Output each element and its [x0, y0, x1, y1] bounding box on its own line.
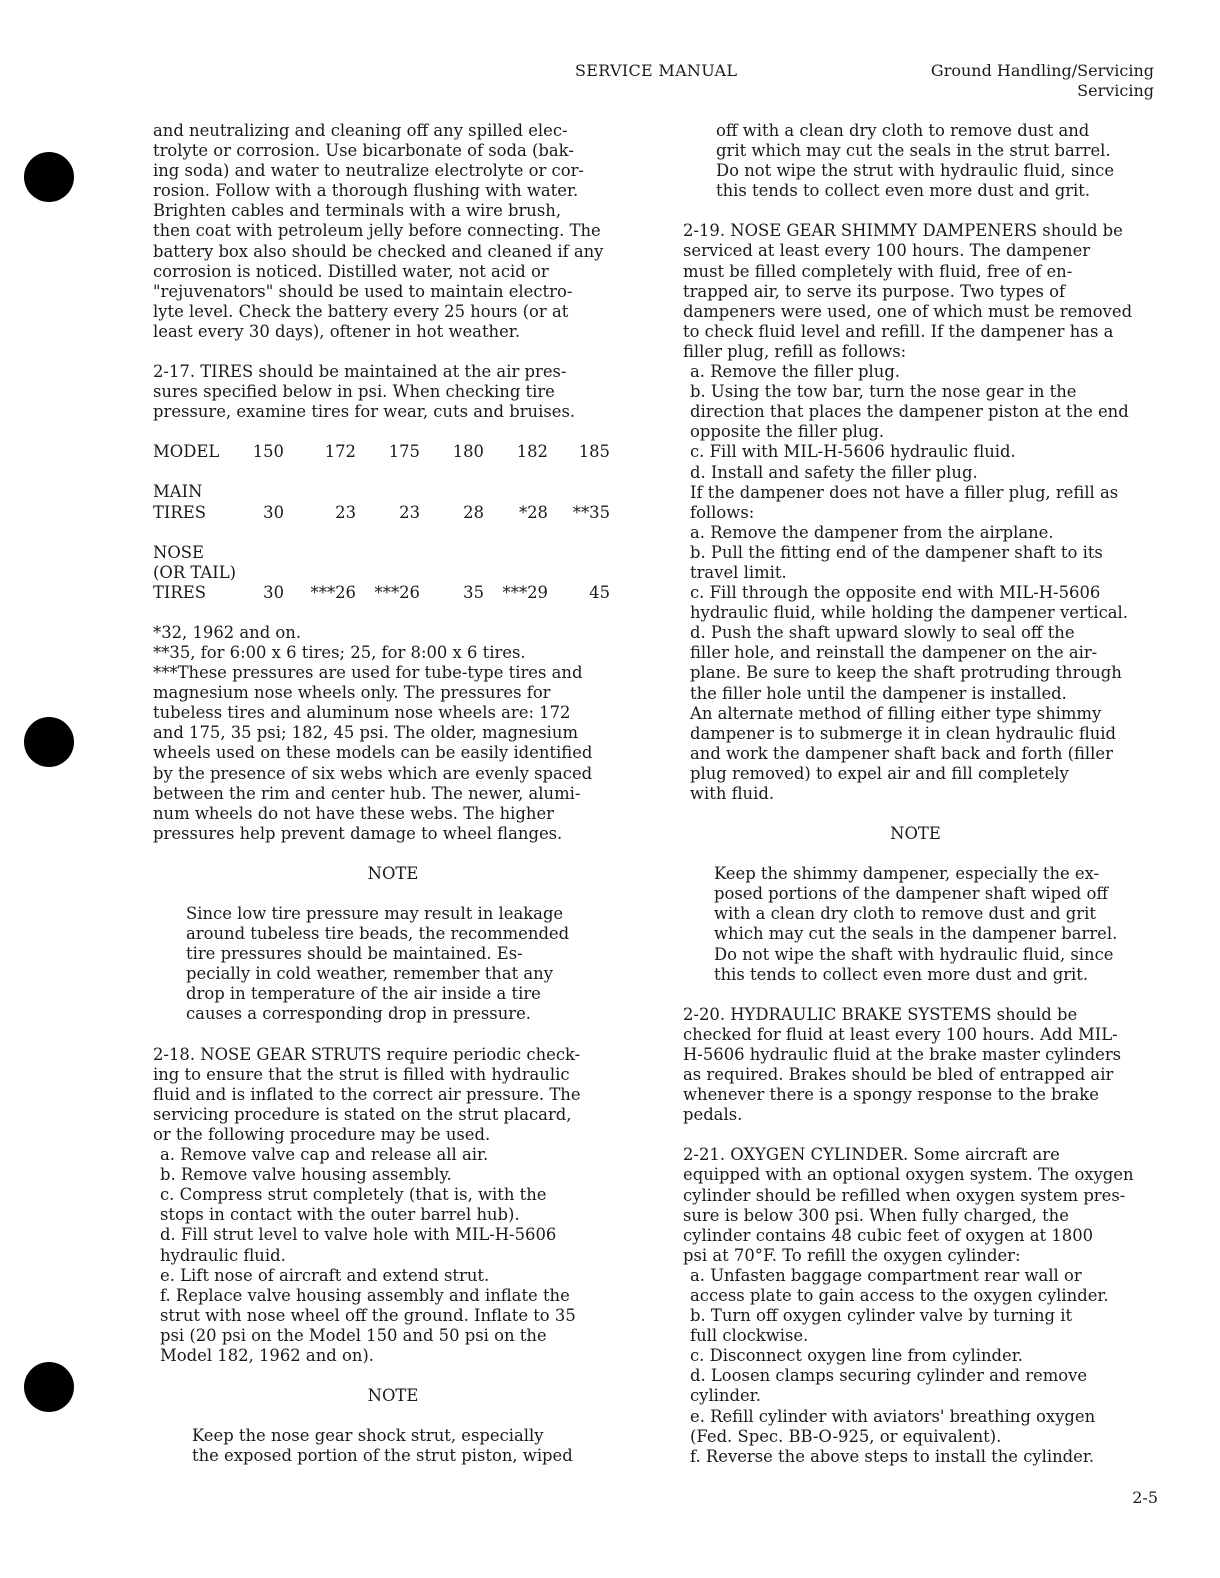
text-line: d. Loosen clamps securing cylinder and remove [690, 1366, 1088, 1386]
text-line: Brighten cables and terminals with a wire brush, [153, 201, 562, 221]
text-line: direction that places the dampener piston at the end [690, 402, 1129, 422]
table-label-nose-tires: TIRES [153, 582, 206, 602]
text-line: pecially in cold weather, remember that any [186, 964, 553, 984]
text-line: tire pressures should be maintained. Es- [186, 944, 523, 964]
table-header-model: MODEL [153, 442, 220, 462]
text-line: If the dampener does not have a filler plug, refill as [690, 482, 1119, 502]
text-line: c. Fill with MIL-H-5606 hydraulic fluid. [690, 442, 1016, 462]
text-line: full clockwise. [690, 1326, 809, 1346]
text-line: rosion. Follow with a thorough flushing with water. [153, 181, 579, 201]
text-line: dampener is to submerge it in clean hydraulic fluid [690, 723, 1117, 743]
text-line: cylinder. [690, 1386, 761, 1406]
nose-tire-cell: ***26 [310, 582, 356, 602]
main-tire-cell: 28 [463, 502, 484, 522]
tire-pressure-note [153, 904, 625, 1025]
text-line: cylinder contains 48 cubic feet of oxygen at 1800 [683, 1225, 1094, 1245]
main-tire-cell: 30 [263, 502, 284, 522]
text-line: battery box also should be checked and cleaned if any [153, 241, 604, 261]
text-line: 2-20. HYDRAULIC BRAKE SYSTEMS should be [683, 1004, 1078, 1024]
text-line: posed portions of the dampener shaft wiped off [714, 884, 1109, 904]
text-line: b. Remove valve housing assembly. [160, 1165, 452, 1185]
brake-systems-paragraph [683, 1005, 1168, 1126]
text-line: (Fed. Spec. BB-O-925, or equivalent). [690, 1426, 1002, 1446]
nose-tire-cell: 45 [589, 582, 610, 602]
text-line: travel limit. [690, 562, 787, 582]
text-line: least every 30 days), oftener in hot weather. [153, 321, 521, 341]
text-line: plane. Be sure to keep the shaft protruding through [690, 663, 1122, 683]
left-column [153, 121, 625, 1466]
note-heading: NOTE [367, 863, 419, 883]
text-line: Keep the shimmy dampener, especially the ex- [714, 864, 1100, 884]
section-line-1: Ground Handling/Servicing [930, 61, 1154, 80]
text-line: by the presence of six webs which are evenly spaced [153, 763, 593, 783]
shimmy-steps [683, 362, 1168, 804]
manual-title: SERVICE MANUAL [575, 61, 738, 80]
text-line: lyte level. Check the battery every 25 hours (or at [153, 301, 569, 321]
text-line: off with a clean dry cloth to remove dust and [716, 121, 1090, 140]
text-line: magnesium nose wheels only. The pressures for [153, 683, 551, 703]
text-line: 2-21. OXYGEN CYLINDER. Some aircraft are [683, 1145, 1060, 1165]
text-line: then coat with petroleum jelly before connecting. The [153, 221, 601, 241]
section-line-2: Servicing [1077, 81, 1154, 100]
text-line: this tends to collect even more dust and grit. [714, 964, 1089, 984]
strut-steps [153, 1145, 625, 1366]
note-heading: NOTE [367, 1386, 419, 1406]
nose-tire-cell: 30 [263, 582, 284, 602]
text-line: whenever there is a spongy response to the brake [683, 1085, 1099, 1105]
main-tire-cell: **35 [572, 502, 610, 522]
binder-hole-middle [24, 717, 74, 767]
text-line: strut with nose wheel off the ground. Inflate to 35 [160, 1305, 576, 1325]
text-line: fluid and is inflated to the correct air pressure. The [153, 1084, 581, 1104]
text-line: wheels used on these models can be easily identified [153, 743, 593, 763]
text-line: sures specified below in psi. When checking tire [153, 382, 555, 402]
model-cell: 175 [388, 442, 420, 462]
text-line: psi (20 psi on the Model 150 and 50 psi on the [160, 1325, 547, 1345]
text-line: dampeners were used, one of which must be removed [683, 301, 1133, 321]
text-line: between the rim and center hub. The newer, alumi- [153, 783, 581, 803]
main-tire-cell: *28 [518, 502, 548, 522]
text-line: b. Turn off oxygen cylinder valve by turning it [690, 1306, 1073, 1326]
text-line: follows: [690, 502, 755, 522]
model-cell: 182 [516, 442, 548, 462]
table-label-nose: NOSE [153, 542, 204, 562]
tires-paragraph [153, 362, 625, 422]
right-column [683, 121, 1168, 1467]
binder-hole-bottom [24, 1362, 74, 1412]
text-line: opposite the filler plug. [690, 422, 885, 442]
text-line: and neutralizing and cleaning off any spilled elec- [153, 121, 568, 140]
text-line: must be filled completely with fluid, free of en- [683, 261, 1073, 281]
text-line: d. Install and safety the filler plug. [690, 462, 978, 482]
text-line: b. Using the tow bar, turn the nose gear in the [690, 382, 1077, 402]
text-line: access plate to gain access to the oxygen cylinder. [690, 1285, 1109, 1305]
table-label-main-tires: TIRES [153, 502, 206, 522]
table-label-or-tail: (OR TAIL) [153, 562, 237, 582]
text-line: tubeless tires and aluminum nose wheels are: 172 [153, 703, 571, 723]
text-line: e. Refill cylinder with aviators' breathing oxygen [690, 1406, 1096, 1426]
text-line: "rejuvenators" should be used to maintain electro- [153, 281, 573, 301]
tire-pressure-table [153, 442, 625, 603]
page-number: 2-5 [1132, 1488, 1158, 1507]
text-line: the exposed portion of the strut piston, wiped [192, 1446, 573, 1466]
text-line: Since low tire pressure may result in leakage [186, 904, 564, 923]
text-line: which may cut the seals in the dampener barrel. [714, 924, 1118, 944]
nose-tire-cell: 35 [463, 582, 484, 602]
shimmy-dampeners-paragraph [683, 221, 1168, 362]
text-line: ***These pressures are used for tube-type tires and [153, 663, 583, 683]
text-line: Keep the nose gear shock strut, especially [192, 1426, 544, 1446]
nose-tire-cell: ***26 [374, 582, 420, 602]
text-line: 2-18. NOSE GEAR STRUTS require periodic check- [153, 1044, 581, 1064]
text-line: b. Pull the fitting end of the dampener shaft to its [690, 542, 1103, 562]
text-line: H-5606 hydraulic fluid at the brake master cylinders [683, 1044, 1122, 1064]
text-line: a. Remove the filler plug. [690, 362, 901, 382]
text-line: *32, 1962 and on. [153, 622, 302, 642]
text-line: with fluid. [690, 784, 775, 803]
text-line: num wheels do not have these webs. The higher [153, 803, 555, 823]
text-line: causes a corresponding drop in pressure. [186, 1004, 532, 1024]
text-line: ing soda) and water to neutralize electrolyte or cor- [153, 161, 584, 181]
model-cell: 180 [452, 442, 484, 462]
text-line: and 175, 35 psi; 182, 45 psi. The older, magnesium [153, 723, 578, 743]
text-line: c. Compress strut completely (that is, with the [160, 1185, 547, 1205]
text-line: 2-17. TIRES should be maintained at the air pres- [153, 362, 567, 382]
nose-tire-cell: ***29 [502, 582, 548, 602]
text-line: sure is below 300 psi. When fully charged, the [683, 1205, 1069, 1225]
text-line: this tends to collect even more dust and grit. [716, 181, 1091, 201]
table-label-main: MAIN [153, 482, 203, 502]
text-line: trolyte or corrosion. Use bicarbonate of soda (bak- [153, 141, 574, 161]
text-line: grit which may cut the seals in the strut barrel. [716, 141, 1111, 161]
text-line: pressures help prevent damage to wheel flanges. [153, 823, 563, 843]
text-line: drop in temperature of the air inside a tire [186, 984, 541, 1004]
text-line: serviced at least every 100 hours. The dampener [683, 241, 1091, 261]
text-line: Do not wipe the strut with hydraulic fluid, since [716, 161, 1115, 181]
text-line: psi at 70°F. To refill the oxygen cylinder: [683, 1245, 1021, 1265]
text-line: equipped with an optional oxygen system. The oxygen [683, 1165, 1134, 1185]
text-line: to check fluid level and refill. If the dampener has a [683, 321, 1114, 341]
strut-note-continued [683, 121, 1168, 201]
text-line: 2-19. NOSE GEAR SHIMMY DAMPENERS should be [683, 221, 1123, 241]
text-line: **35, for 6:00 x 6 tires; 25, for 8:00 x 6 tires. [153, 642, 526, 662]
text-line: filler hole, and reinstall the dampener on the air- [690, 643, 1098, 663]
text-line: An alternate method of filling either type shimmy [690, 703, 1102, 723]
text-line: pedals. [683, 1105, 743, 1125]
text-line: and work the dampener shaft back and forth (filler [690, 743, 1113, 763]
text-line: as required. Brakes should be bled of entrapped air [683, 1065, 1114, 1085]
text-line: cylinder should be refilled when oxygen system pres- [683, 1185, 1126, 1205]
text-line: d. Push the shaft upward slowly to seal off the [690, 623, 1075, 643]
text-line: c. Fill through the opposite end with MIL-H-5606 [690, 583, 1101, 603]
text-line: pressure, examine tires for wear, cuts and bruises. [153, 402, 576, 422]
tire-footnotes [153, 623, 625, 844]
text-line: trapped air, to serve its purpose. Two types of [683, 281, 1066, 301]
text-line: f. Replace valve housing assembly and inflate the [160, 1285, 570, 1305]
text-line: f. Reverse the above steps to install the cylinder. [690, 1446, 1095, 1466]
nose-gear-struts-paragraph [153, 1045, 625, 1145]
shimmy-note [683, 864, 1168, 985]
text-line: around tubeless tire beads, the recommended [186, 924, 570, 944]
section-header [931, 61, 1154, 101]
battery-paragraph [153, 121, 625, 342]
text-line: plug removed) to expel air and fill completely [690, 763, 1069, 783]
text-line: the filler hole until the dampener is installed. [690, 683, 1067, 703]
text-line: hydraulic fluid. [160, 1245, 286, 1265]
oxygen-cylinder-paragraph [683, 1145, 1168, 1266]
text-line: d. Fill strut level to valve hole with MIL-H-5606 [160, 1225, 557, 1245]
model-cell: 150 [252, 442, 284, 462]
text-line: e. Lift nose of aircraft and extend strut. [160, 1265, 490, 1285]
text-line: c. Disconnect oxygen line from cylinder. [690, 1346, 1023, 1366]
strut-note [153, 1426, 625, 1466]
text-line: a. Unfasten baggage compartment rear wall or [690, 1265, 1082, 1285]
text-line: checked for fluid at least every 100 hours. Add MIL- [683, 1024, 1118, 1044]
model-cell: 185 [578, 442, 610, 462]
text-line: servicing procedure is stated on the strut placard, [153, 1104, 572, 1124]
text-line: Do not wipe the shaft with hydraulic fluid, since [714, 944, 1114, 964]
text-line: corrosion is noticed. Distilled water, not acid or [153, 261, 549, 281]
main-tire-cell: 23 [399, 502, 420, 522]
text-line: hydraulic fluid, while holding the dampener vertical. [690, 603, 1129, 623]
binder-hole-top [24, 152, 74, 202]
model-cell: 172 [324, 442, 356, 462]
text-line: a. Remove valve cap and release all air. [160, 1145, 489, 1165]
text-line: stops in contact with the outer barrel hub). [160, 1205, 520, 1225]
oxygen-steps [683, 1266, 1168, 1467]
text-line: or the following procedure may be used. [153, 1124, 491, 1144]
text-line: Model 182, 1962 and on). [160, 1345, 374, 1365]
note-heading: NOTE [890, 824, 941, 844]
text-line: filler plug, refill as follows: [683, 341, 907, 361]
main-tire-cell: 23 [335, 502, 356, 522]
text-line: with a clean dry cloth to remove dust and grit [714, 904, 1096, 924]
text-line: a. Remove the dampener from the airplane. [690, 522, 1054, 542]
text-line: ing to ensure that the strut is filled with hydraulic [153, 1064, 570, 1084]
